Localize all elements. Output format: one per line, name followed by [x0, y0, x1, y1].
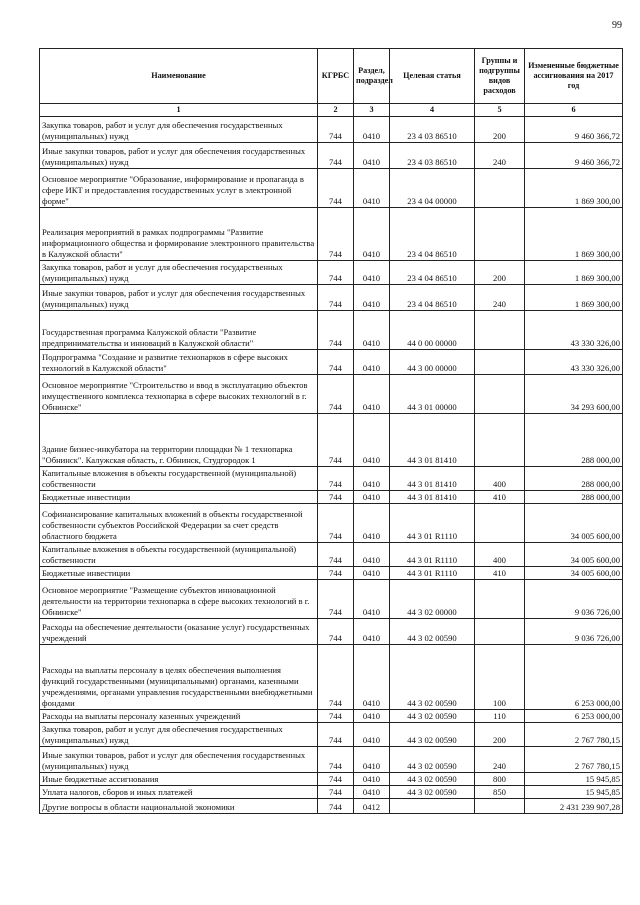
cell-target: 23 4 03 86510	[390, 117, 475, 143]
column-number: 5	[475, 104, 525, 117]
cell-group	[475, 504, 525, 543]
cell-kgrbs: 744	[318, 143, 354, 169]
table-row	[40, 467, 623, 491]
cell-group	[475, 799, 525, 814]
cell-name: Основное мероприятие "Размещение субъектов инновационной деятельности на территории технопарка в сфере высоких технологий в г. Обнинске"	[40, 580, 318, 619]
cell-target: 23 4 04 86510	[390, 261, 475, 285]
cell-kgrbs: 744	[318, 723, 354, 747]
cell-section: 0410	[354, 619, 390, 645]
cell-amount: 34 005 600,00	[525, 504, 623, 543]
cell-section: 0410	[354, 261, 390, 285]
cell-amount: 6 253 000,00	[525, 710, 623, 723]
cell-name: Капитальные вложения в объекты государственной (муниципальной) собственности	[40, 467, 318, 491]
cell-name: Государственная программа Калужской области "Развитие предпринимательства и инноваций в Калужской области"	[40, 311, 318, 350]
cell-name: Закупка товаров, работ и услуг для обеспечения государственных (муниципальных) нужд	[40, 117, 318, 143]
cell-section: 0410	[354, 143, 390, 169]
column-number: 3	[354, 104, 390, 117]
cell-target: 44 3 01 R1110	[390, 567, 475, 580]
table-row	[40, 645, 623, 710]
table-row	[40, 710, 623, 723]
cell-target: 44 3 02 00000	[390, 580, 475, 619]
cell-section: 0410	[354, 710, 390, 723]
cell-target: 44 3 02 00590	[390, 645, 475, 710]
cell-group: 200	[475, 723, 525, 747]
cell-group: 400	[475, 467, 525, 491]
cell-section: 0410	[354, 773, 390, 786]
cell-name: Подпрограмма "Создание и развитие технопарков в сфере высоких технологий в Калужской области"	[40, 350, 318, 375]
cell-kgrbs: 744	[318, 491, 354, 504]
cell-amount: 2 767 780,15	[525, 747, 623, 773]
cell-target: 44 3 02 00590	[390, 786, 475, 799]
cell-amount: 1 869 300,00	[525, 261, 623, 285]
cell-group: 100	[475, 645, 525, 710]
cell-amount: 15 945,85	[525, 786, 623, 799]
cell-amount: 2 431 239 907,28	[525, 799, 623, 814]
table-row	[40, 208, 623, 261]
cell-kgrbs: 744	[318, 747, 354, 773]
table-row	[40, 143, 623, 169]
cell-kgrbs: 744	[318, 467, 354, 491]
cell-group	[475, 350, 525, 375]
table-row	[40, 261, 623, 285]
cell-name: Иные закупки товаров, работ и услуг для обеспечения государственных (муниципальных) нужд	[40, 143, 318, 169]
cell-group: 200	[475, 117, 525, 143]
cell-name: Другие вопросы в области национальной экономики	[40, 799, 318, 814]
cell-target: 44 3 02 00590	[390, 723, 475, 747]
table-row	[40, 414, 623, 467]
cell-name: Расходы на обеспечение деятельности (оказание услуг) государственных учреждений	[40, 619, 318, 645]
cell-amount: 43 330 326,00	[525, 350, 623, 375]
cell-name: Бюджетные инвестиции	[40, 491, 318, 504]
cell-section: 0410	[354, 645, 390, 710]
cell-target: 44 3 02 00590	[390, 773, 475, 786]
header-row	[40, 49, 623, 104]
table-row	[40, 799, 623, 814]
cell-amount: 2 767 780,15	[525, 723, 623, 747]
header-group: Группы и подгруппы видов расходов	[475, 49, 525, 104]
cell-kgrbs: 744	[318, 799, 354, 814]
cell-section: 0410	[354, 543, 390, 567]
cell-amount: 1 869 300,00	[525, 285, 623, 311]
cell-target: 44 3 01 R1110	[390, 504, 475, 543]
cell-group: 240	[475, 285, 525, 311]
table-row	[40, 117, 623, 143]
cell-group	[475, 311, 525, 350]
cell-kgrbs: 744	[318, 580, 354, 619]
table-row	[40, 350, 623, 375]
cell-kgrbs: 744	[318, 645, 354, 710]
column-number: 6	[525, 104, 623, 117]
cell-target: 44 3 01 81410	[390, 467, 475, 491]
table-row	[40, 285, 623, 311]
table-row	[40, 567, 623, 580]
cell-target: 23 4 04 86510	[390, 208, 475, 261]
table-row	[40, 723, 623, 747]
cell-name: Капитальные вложения в объекты государственной (муниципальной) собственности	[40, 543, 318, 567]
cell-group: 410	[475, 567, 525, 580]
cell-section: 0410	[354, 491, 390, 504]
cell-section: 0410	[354, 375, 390, 414]
cell-kgrbs: 744	[318, 619, 354, 645]
column-number: 1	[40, 104, 318, 117]
cell-amount: 288 000,00	[525, 491, 623, 504]
cell-name: Иные бюджетные ассигнования	[40, 773, 318, 786]
header-amount: Измененные бюджетные ассигнования на 2017 год	[525, 49, 623, 104]
header-kgrbs: КГРБС	[318, 49, 354, 104]
cell-kgrbs: 744	[318, 773, 354, 786]
cell-amount: 9 036 726,00	[525, 619, 623, 645]
cell-target: 44 3 02 00590	[390, 619, 475, 645]
cell-target: 44 3 02 00590	[390, 747, 475, 773]
cell-kgrbs: 744	[318, 786, 354, 799]
cell-section: 0410	[354, 504, 390, 543]
cell-target: 44 3 00 00000	[390, 350, 475, 375]
header-target: Целевая статья	[390, 49, 475, 104]
cell-name: Софинансирование капитальных вложений в объекты государственной собственности субъектов Российской Федерации за счет средств областного бюджета	[40, 504, 318, 543]
column-number: 4	[390, 104, 475, 117]
cell-name: Расходы на выплаты персоналу казенных учреждений	[40, 710, 318, 723]
cell-name: Здание бизнес-инкубатора на территории площадки № 1 технопарка "Обнинск". Калужская область, г. Обнинск, Студгородок 1	[40, 414, 318, 467]
cell-section: 0410	[354, 285, 390, 311]
cell-kgrbs: 744	[318, 117, 354, 143]
cell-kgrbs: 744	[318, 375, 354, 414]
cell-section: 0410	[354, 467, 390, 491]
cell-amount: 43 330 326,00	[525, 311, 623, 350]
cell-section: 0410	[354, 747, 390, 773]
header-name: Наименование	[40, 49, 318, 104]
cell-target: 23 4 03 86510	[390, 143, 475, 169]
cell-group: 410	[475, 491, 525, 504]
table-row	[40, 773, 623, 786]
table-row	[40, 543, 623, 567]
cell-section: 0410	[354, 208, 390, 261]
cell-kgrbs: 744	[318, 261, 354, 285]
cell-kgrbs: 744	[318, 350, 354, 375]
cell-group: 400	[475, 543, 525, 567]
cell-group	[475, 375, 525, 414]
cell-target: 44 0 00 00000	[390, 311, 475, 350]
cell-amount: 9 460 366,72	[525, 143, 623, 169]
cell-target	[390, 799, 475, 814]
cell-kgrbs: 744	[318, 543, 354, 567]
cell-name: Иные закупки товаров, работ и услуг для обеспечения государственных (муниципальных) нужд	[40, 285, 318, 311]
table-row	[40, 491, 623, 504]
cell-name: Уплата налогов, сборов и иных платежей	[40, 786, 318, 799]
cell-section: 0410	[354, 580, 390, 619]
cell-group: 240	[475, 747, 525, 773]
cell-target: 44 3 01 R1110	[390, 543, 475, 567]
cell-group	[475, 414, 525, 467]
cell-section: 0410	[354, 414, 390, 467]
cell-amount: 288 000,00	[525, 467, 623, 491]
cell-group: 850	[475, 786, 525, 799]
cell-amount: 9 460 366,72	[525, 117, 623, 143]
cell-amount: 1 869 300,00	[525, 169, 623, 208]
header-section: Раздел, подраздел	[354, 49, 390, 104]
cell-section: 0410	[354, 117, 390, 143]
cell-group: 240	[475, 143, 525, 169]
cell-amount: 9 036 726,00	[525, 580, 623, 619]
cell-section: 0410	[354, 350, 390, 375]
cell-section: 0410	[354, 723, 390, 747]
column-number-row	[40, 104, 623, 117]
cell-name: Иные закупки товаров, работ и услуг для обеспечения государственных (муниципальных) нужд	[40, 747, 318, 773]
cell-section: 0410	[354, 567, 390, 580]
cell-amount: 34 293 600,00	[525, 375, 623, 414]
table-row	[40, 580, 623, 619]
cell-kgrbs: 744	[318, 504, 354, 543]
cell-kgrbs: 744	[318, 208, 354, 261]
budget-table	[39, 48, 623, 814]
column-number: 2	[318, 104, 354, 117]
cell-name: Реализация мероприятий в рамках подпрограммы "Развитие информационного общества и формирование электронного правительства в Калужской области"	[40, 208, 318, 261]
cell-amount: 34 005 600,00	[525, 567, 623, 580]
cell-group: 200	[475, 261, 525, 285]
cell-group: 110	[475, 710, 525, 723]
cell-kgrbs: 744	[318, 567, 354, 580]
cell-name: Основное мероприятие "Строительство и ввод в эксплуатацию объектов имущественного комплекса технопарка в сфере высоких технологий в г. Обнинске"	[40, 375, 318, 414]
cell-target: 44 3 01 00000	[390, 375, 475, 414]
cell-kgrbs: 744	[318, 285, 354, 311]
cell-name: Закупка товаров, работ и услуг для обеспечения государственных (муниципальных) нужд	[40, 261, 318, 285]
cell-name: Бюджетные инвестиции	[40, 567, 318, 580]
cell-section: 0410	[354, 786, 390, 799]
cell-target: 44 3 01 81410	[390, 414, 475, 467]
cell-kgrbs: 744	[318, 311, 354, 350]
page-number: 99	[612, 20, 622, 31]
cell-amount: 1 869 300,00	[525, 208, 623, 261]
cell-amount: 34 005 600,00	[525, 543, 623, 567]
cell-section: 0410	[354, 311, 390, 350]
cell-name: Расходы на выплаты персоналу в целях обеспечения выполнения функций государственными (муниципальными) органами, казенными учреждениями, органами управления государственными внебюджетными фондами	[40, 645, 318, 710]
cell-target: 44 3 01 81410	[390, 491, 475, 504]
cell-name: Закупка товаров, работ и услуг для обеспечения государственных (муниципальных) нужд	[40, 723, 318, 747]
cell-kgrbs: 744	[318, 414, 354, 467]
cell-amount: 6 253 000,00	[525, 645, 623, 710]
cell-section: 0410	[354, 169, 390, 208]
cell-group	[475, 208, 525, 261]
cell-target: 44 3 02 00590	[390, 710, 475, 723]
table-row	[40, 747, 623, 773]
table-row	[40, 504, 623, 543]
table-row	[40, 311, 623, 350]
cell-group: 800	[475, 773, 525, 786]
table-row	[40, 169, 623, 208]
cell-amount: 288 000,00	[525, 414, 623, 467]
cell-group	[475, 580, 525, 619]
cell-section: 0412	[354, 799, 390, 814]
cell-amount: 15 945,85	[525, 773, 623, 786]
cell-kgrbs: 744	[318, 169, 354, 208]
cell-target: 23 4 04 86510	[390, 285, 475, 311]
cell-target: 23 4 04 00000	[390, 169, 475, 208]
cell-group	[475, 169, 525, 208]
table-row	[40, 375, 623, 414]
cell-group	[475, 619, 525, 645]
table-row	[40, 619, 623, 645]
cell-name: Основное мероприятие "Образование, информирование и пропаганда в сфере ИКТ и предоставления государственных услуг в электронной форме"	[40, 169, 318, 208]
table-row	[40, 786, 623, 799]
cell-kgrbs: 744	[318, 710, 354, 723]
